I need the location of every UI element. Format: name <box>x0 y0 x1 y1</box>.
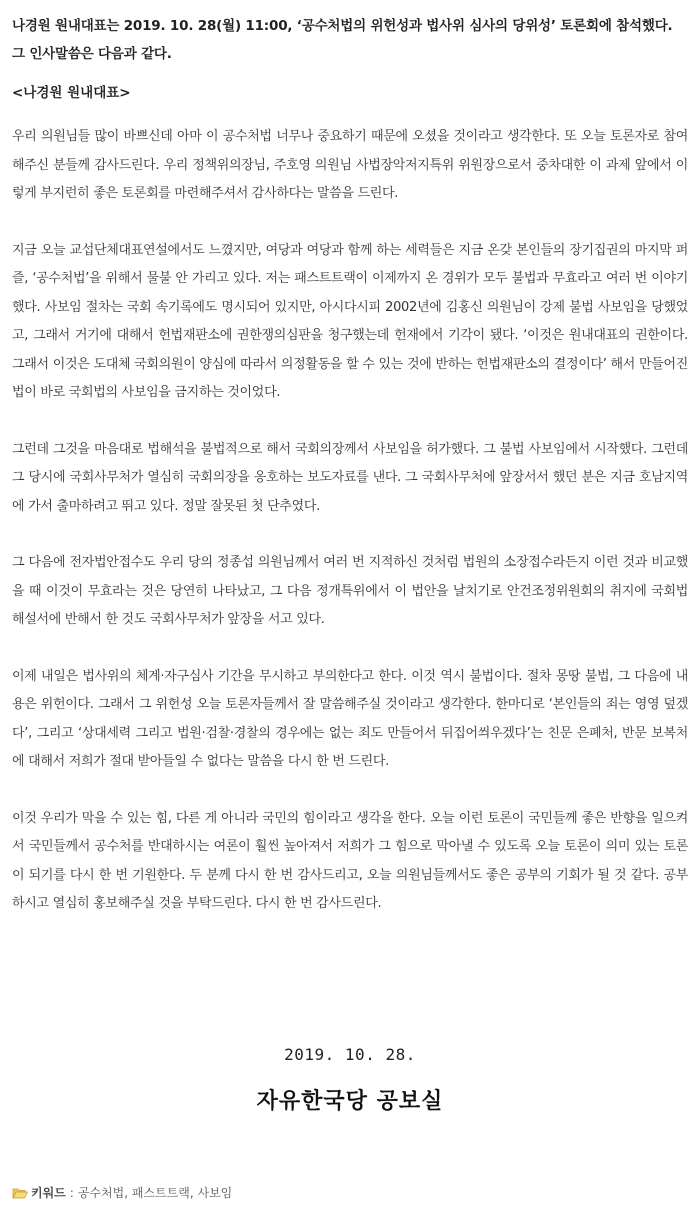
press-release-body <box>12 12 688 947</box>
intro-text: 나경원 원내대표는 2019. 10. 28(월) 11:00, ‘공수처법의 위헌성과 법사위 심사의 당위성’ 토론회에 참석했다. 그 인사말씀은 다음과 같다. <box>12 18 673 62</box>
speech-paragraph: 이제 내일은 법사위의 체계·자구심사 기간을 무시하고 부의한다고 한다. 이것 역시 불법이다. 절차 몽땅 불법, 그 다음에 내용은 위헌이다. 그래서 그 위헌성 오늘 토론자들께서 잘 말씀해주실 것이라고 생각한다. 한마디로 ‘본인들의 죄는 영영 덮겠다’, 그리고 ‘상대세력 그리고 법원·검찰·경찰의 경우에는 없는 죄도 만들어서 뒤집어씌우겠다’는 친문 은폐처, 반문 보복처에 대해서 저희가 절대 받아들일 수 없다는 말씀을 다시 한 번 드린다. <box>12 668 688 769</box>
speech-paragraph: 우리 의원님들 많이 바쁘신데 아마 이 공수처법 너무나 중요하기 때문에 오셨을 것이라고 생각한다. 또 오늘 토론자로 참여해주신 분들께 감사드린다. 우리 정책위의장님, 주호영 의원님 사법장악저지특위 위원장으로서 중차대한 이 과제 앞에서 이렇게 부지런히 좋은 토론회를 마련해주셔서 감사하다는 말씀을 드린다. <box>12 129 688 201</box>
keyword-item[interactable]: 사보임 <box>197 1186 233 1200</box>
speech-paragraph: 이것 우리가 막을 수 있는 힘, 다른 게 아니라 국민의 힘이라고 생각을 한다. 오늘 이런 토론이 국민들께 좋은 반향을 일으켜서 국민들께서 공수처를 반대하시는 여론이 훨씬 높아져서 저희가 그 힘으로 막아낼 수 있도록 오늘 토론이 의미 있는 토론이 되기를 다시 한 번 기원한다. 두 분께 다시 한 번 감사드리고, 오늘 의원님들께서도 좋은 공부의 기회가 될 것 같다. 공부하시고 열심히 홍보해주실 것을 부탁드린다. 다시 한 번 감사드린다. <box>12 810 688 911</box>
speech-paragraph: 그런데 그것을 마음대로 법해석을 불법적으로 해서 국회의장께서 사보임을 허가했다. 그 불법 사보임에서 시작했다. 그런데 그 당시에 국회사무처가 열심히 국회의장을 옹호하는 보도자료를 낸다. 그 국회사무처에 앞장서서 했던 분은 지금 호남지역에 가서 출마하려고 뛰고 있다. 정말 잘못된 첫 단추였다. <box>12 441 688 514</box>
organization-name: 자유한국당 공보실 <box>256 1089 444 1114</box>
keyword-list <box>78 1184 232 1201</box>
release-date: 2019. 10. 28. <box>284 1045 416 1064</box>
speech-paragraph: 지금 오늘 교섭단체대표연설에서도 느꼈지만, 여당과 여당과 함께 하는 세력들은 지금 온갖 본인들의 장기집권의 마지막 퍼즐, ‘공수처법’을 위해서 물불 안 가리고 있다. 저는 패스트트랙이 이제까지 온 경위가 모두 불법과 무효라고 여러 번 이야기했다. 사보임 절차는 국회 속기록에도 명시되어 있지만, 아시다시피 2002년에 김홍신 의원님이 강제 불법 사보임을 당했었고, 그래서 거기에 대해서 헌법재판소에 권한쟁의심판을 청구했는데 헌재에서 기각이 됐다. ‘이것은 원내대표의 권한이다. 그래서 이것은 도대체 국회의원이 양심에 따라서 의정활동을 할 수 있는 것에 반하는 헌법재판소의 결정이다’ 해서 만들어진 법이 바로 국회법의 사보임을 금지하는 것이었다. <box>12 242 688 400</box>
speaker-heading: <나경원 원내대표> <box>12 85 131 101</box>
folder-open-icon <box>12 1187 28 1199</box>
keyword-label: 키워드 <box>31 1186 66 1200</box>
keyword-item[interactable]: 패스트트랙 <box>131 1186 190 1200</box>
speech-paragraph: 그 다음에 전자법안접수도 우리 당의 정종섭 의원님께서 여러 번 지적하신 것처럼 법원의 소장접수라든지 이런 것과 비교했을 때 이것이 무효라는 것은 당연히 나타났고, 그 다음 정개특위에서 이 법안을 날치기로 안건조정위원회의 취지에 국회법 해설서에 반해서 한 것도 국회사무처가 앞장을 서고 있다. <box>12 555 688 627</box>
keyword-bar <box>12 1184 232 1201</box>
keyword-joiner: , <box>124 1186 132 1200</box>
keyword-joiner: , <box>189 1186 198 1200</box>
keyword-item[interactable]: 공수처법 <box>77 1186 125 1200</box>
keyword-separator: : <box>69 1185 74 1200</box>
